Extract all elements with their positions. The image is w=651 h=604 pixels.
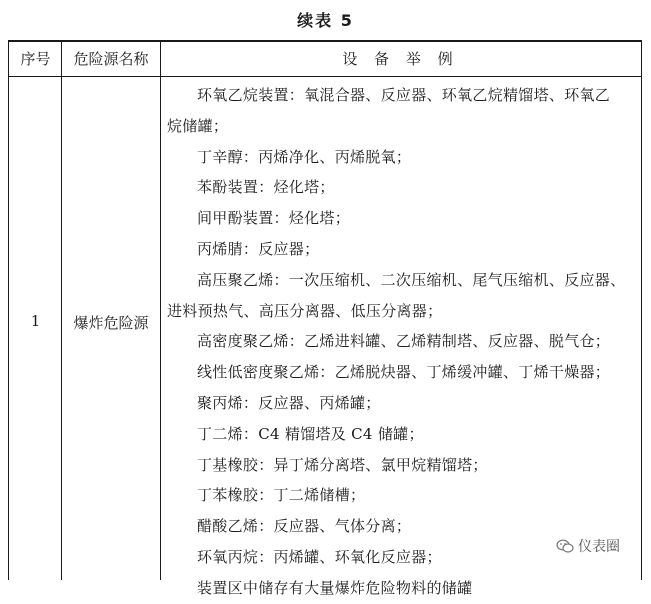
equipment-example-line: 聚丙烯：反应器、丙烯罐； (197, 393, 381, 412)
equipment-example-line: 环氧丙烷：丙烯罐、环氧化反应器； (197, 547, 442, 566)
equipment-example-line: 高压聚乙烯：一次压缩机、二次压缩机、尾气压缩机、反应器、 (197, 270, 626, 289)
watermark-text: 仪表圈 (578, 539, 620, 555)
header-hazard-name: 危险源名称 (73, 50, 149, 68)
table-title: 续表 5 (297, 11, 354, 30)
equipment-example-line: 苯酚装置：烃化塔； (197, 178, 335, 197)
row-serial-no: 1 (30, 312, 41, 330)
equipment-example-line: 丙烯腈：反应器； (197, 239, 320, 258)
equipment-example-line: 丁辛醇：丙烯净化、丙烯脱氧； (197, 147, 412, 166)
wechat-icon (556, 539, 574, 553)
equipment-example-line: 丁二烯：C4 精馏塔及 C4 储罐； (197, 424, 424, 443)
header-serial-no: 序号 (20, 50, 51, 68)
equipment-example-line: 丁苯橡胶：丁二烯储槽； (197, 486, 366, 505)
equipment-examples-cell (167, 80, 637, 604)
header-equipment-examples: 设 备 举 例 (342, 50, 459, 68)
watermark (556, 536, 620, 556)
row-hazard-name: 爆炸危险源 (73, 314, 149, 332)
column-divider-2 (160, 42, 161, 580)
equipment-example-line: 烷储罐； (167, 116, 229, 135)
equipment-example-line: 环氧乙烷装置：氧混合器、反应器、环氧乙烷精馏塔、环氧乙 (197, 86, 611, 104)
column-divider-1 (61, 42, 62, 580)
equipment-example-line: 装置区中储存有大量爆炸危险物料的储罐 (197, 578, 473, 597)
equipment-example-line: 高密度聚乙烯：乙烯进料罐、乙烯精制塔、反应器、脱气仓； (197, 332, 611, 351)
equipment-table (8, 40, 642, 597)
equipment-example-line: 醋酸乙烯：反应器、气体分离； (197, 517, 412, 536)
equipment-example-line: 间甲酚装置：烃化塔； (197, 209, 351, 228)
equipment-example-line: 线性低密度聚乙烯：乙烯脱炔器、丁烯缓冲罐、丁烯干燥器； (197, 363, 611, 382)
table-header-row (9, 42, 641, 77)
equipment-example-line: 进料预热气、高压分离器、低压分离器； (167, 301, 443, 320)
equipment-example-line: 丁基橡胶：异丁烯分离塔、氯甲烷精馏塔； (197, 455, 488, 474)
